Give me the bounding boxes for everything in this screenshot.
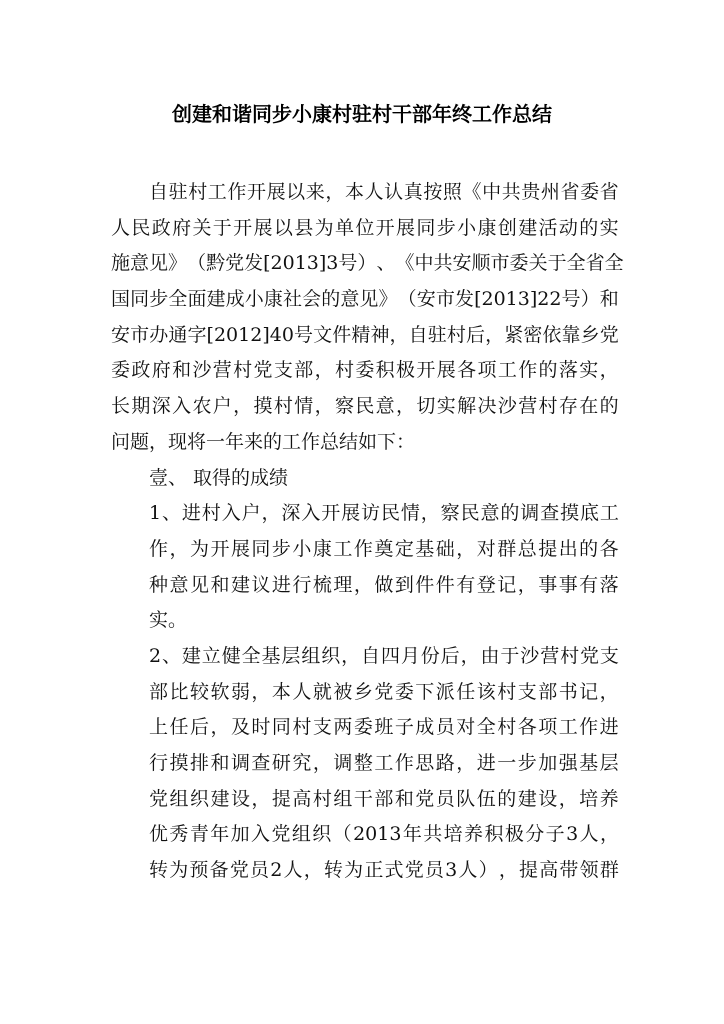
text-line: 委 政 府 和 沙 营 村 党 支 部 ， 村 委 积 极 开 展 各 项 工 作 的 落 实 ， [111,359,619,382]
text-line: 种 意 见 和 建 议 进 行 梳 理 ， 做 到 件 件 有 登 记 ， 事 事 有 落 [149,573,619,596]
text-line: 问题，现将一年来的工作总结如下： [111,430,416,453]
text-line: 壹、 取得的成绩 [149,466,289,489]
text-line: 2 、 建 立 健 全 基 层 组 织 ， 自 四 月 份 后 ， 由 于 沙 营 村 党 支 [149,644,619,667]
text-line: 党 组 织 建 设 ， 提 高 村 组 干 部 和 党 员 队 伍 的 建 设 ， 培 养 [149,787,619,810]
document-title: 创建和谐同步小康村驻村干部年终工作总结 [172,102,552,126]
text-line: 部 比 较 软 弱 ， 本 人 就 被 乡 党 委 下 派 任 该 村 支 部 书 记 ， [149,680,619,703]
text-line: 自 驻 村 工 作 开 展 以 来 ， 本 人 认 真 按 照 《 中 共 贵 州 省 委 省 [149,181,619,203]
text-line: 优 秀 青 年 加 入 党 组 织 （ 2013 年 共 培 养 积 极 分 子 3 人 ， [149,823,619,846]
text-line: 实。 [149,609,188,632]
text-line: 作 ， 为 开 展 同 步 小 康 工 作 奠 定 基 础 ， 对 群 总 提 出 的 各 [149,537,619,560]
text-line: 上 任 后 ， 及 时 同 村 支 两 委 班 子 成 员 对 全 村 各 项 工 作 进 [149,716,619,739]
text-line: 人 民 政 府 关 于 开 展 以 县 为 单 位 开 展 同 步 小 康 创 建 活 动 的 实 [111,216,619,239]
text-line: 转 为 预 备 党 员 2 人 ， 转 为 正 式 党 员 3 人 ） ， 提 高 带 领 群 [149,859,619,882]
text-line: 行 摸 排 和 调 查 研 究 ， 调 整 工 作 思 路 ， 进 一 步 加 强 基 层 [149,752,619,774]
text-line: 1 、 进 村 入 户 ， 深 入 开 展 访 民 情 ， 察 民 意 的 调 查 摸 底 工 [149,502,619,525]
text-line: 施 意 见 》 （ 黔 党 发 [2013]3 号 ） 、 《 中 共 安 顺 市 委 关 于 全 省 全 [111,252,624,275]
text-line: 长 期 深 入 农 户 ， 摸 村 情 ， 察 民 意 ， 切 实 解 决 沙 营 村 存 在 的 [111,395,619,418]
text-line: 安 市 办 通 字 [2012]40 号 文 件 精 神 ， 自 驻 村 后 ， 紧 密 依 靠 乡 党 [111,323,619,346]
document-body [111,175,624,889]
text-line: 国 同 步 全 面 建 成 小 康 社 会 的 意 见 》 （ 安 市 发 [2013]22 号 ） 和 [111,288,619,311]
